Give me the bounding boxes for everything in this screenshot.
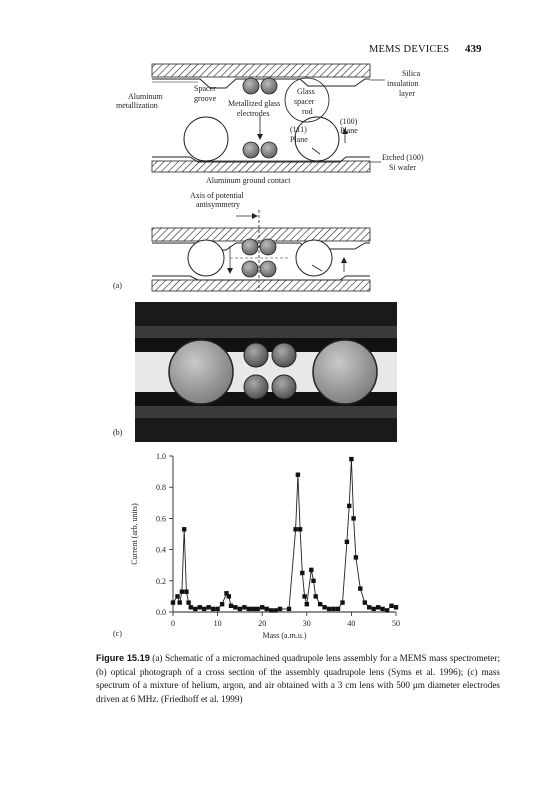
label-metallization: metallization <box>116 101 158 110</box>
label-aluminum: Aluminum <box>128 92 163 101</box>
y-tick-label: 0.0 <box>156 608 166 617</box>
data-point <box>202 607 206 611</box>
data-point <box>367 605 371 609</box>
panel-c-tag: (c) <box>113 629 122 638</box>
data-point <box>180 590 184 594</box>
data-point <box>322 605 326 609</box>
label-glass: Glass <box>297 87 315 96</box>
label-rod: rod <box>302 107 313 116</box>
label-insulation: insulation <box>387 79 419 88</box>
x-tick-label: 10 <box>213 619 222 628</box>
label-111-plane: Plane <box>290 135 308 144</box>
data-point <box>389 604 393 608</box>
data-point <box>293 527 297 531</box>
data-point <box>309 568 313 572</box>
label-metallized-glass: Metallized glass <box>228 99 281 108</box>
data-point <box>220 602 224 606</box>
data-point <box>380 607 384 611</box>
series-line <box>173 459 396 610</box>
x-tick-label: 40 <box>347 619 356 628</box>
panel-b-tag: (b) <box>113 428 123 437</box>
data-point <box>354 555 358 559</box>
x-tick-label: 0 <box>171 619 175 628</box>
label-axis: Axis of potential <box>190 191 244 200</box>
figure-caption <box>96 652 500 706</box>
x-tick-label: 50 <box>392 619 400 628</box>
data-point <box>193 607 197 611</box>
data-point <box>189 605 193 609</box>
y-tick-label: 1.0 <box>156 452 166 461</box>
lens-cross-section-bottom <box>152 210 370 292</box>
data-point <box>385 608 389 612</box>
panel-b-photograph <box>135 302 397 442</box>
y-tick-label: 0.4 <box>156 545 166 555</box>
data-point <box>327 607 331 611</box>
data-point <box>182 527 186 531</box>
x-tick-label: 20 <box>258 619 267 628</box>
panel-a-tag: (a) <box>113 281 122 290</box>
data-point <box>238 607 242 611</box>
page-number: 439 <box>465 43 482 55</box>
data-point <box>269 608 273 612</box>
data-point <box>300 571 304 575</box>
data-point <box>336 607 340 611</box>
data-point <box>376 605 380 609</box>
y-tick-label: 0.8 <box>156 483 166 493</box>
data-point <box>247 607 251 611</box>
data-point <box>305 602 309 606</box>
data-point <box>211 607 215 611</box>
panel-a-schematic <box>0 0 535 300</box>
label-100-plane: Plane <box>340 126 358 135</box>
data-point <box>229 604 233 608</box>
data-point <box>171 600 175 604</box>
data-point <box>198 605 202 609</box>
data-point <box>296 473 300 477</box>
label-antisymmetry: antisymmetry <box>196 200 240 209</box>
caption-text: (a) Schematic of a micromachined quadrupole lens assembly for a MEMS mass spectrometer; (b) optical photograph of a cross section of the assembly quadrupole lens (Syms et al. 1996); (c) mass spectrum of a mixture of helium, argon, and air obtained with a 3 cm lens with 500 μm diameter electrodes driven at 6 MHz. (Friedhoff et al. 1999) <box>96 653 500 704</box>
label-111: (111) <box>290 125 307 134</box>
data-point <box>340 600 344 604</box>
data-point <box>278 607 282 611</box>
data-point <box>215 607 219 611</box>
label-groove: groove <box>194 94 217 103</box>
data-point <box>302 594 306 598</box>
data-point <box>347 504 351 508</box>
label-electrodes: electrodes <box>237 109 270 118</box>
data-point <box>207 605 211 609</box>
data-point <box>311 579 315 583</box>
y-axis-label: Current (arb. units) <box>130 503 139 565</box>
label-si-wafer: Si wafer <box>389 163 416 172</box>
data-point <box>184 590 188 594</box>
data-point <box>242 605 246 609</box>
data-point <box>233 605 237 609</box>
label-layer: layer <box>399 89 415 98</box>
data-point <box>358 586 362 590</box>
data-point <box>175 594 179 598</box>
data-point <box>331 607 335 611</box>
label-100: (100) <box>340 117 358 126</box>
y-tick-label: 0.2 <box>156 576 166 586</box>
running-title: MEMS DEVICES <box>369 44 450 55</box>
data-point <box>273 608 277 612</box>
data-point <box>394 605 398 609</box>
data-point <box>260 605 264 609</box>
label-spacer: Spacer <box>194 84 216 93</box>
label-etched: Etched (100) <box>382 153 424 162</box>
data-point <box>227 594 231 598</box>
data-point <box>363 600 367 604</box>
data-point <box>256 607 260 611</box>
data-point <box>298 527 302 531</box>
data-point <box>287 607 291 611</box>
data-point <box>345 540 349 544</box>
data-point <box>351 516 355 520</box>
label-ground-contact: Aluminum ground contact <box>206 176 291 185</box>
caption-label: Figure 15.19 <box>96 653 150 663</box>
data-point <box>349 457 353 461</box>
data-point <box>251 607 255 611</box>
label-silica: Silica <box>402 69 421 78</box>
data-point <box>186 600 190 604</box>
y-tick-label: 0.6 <box>156 514 166 524</box>
x-tick-label: 30 <box>302 619 311 628</box>
data-point <box>372 607 376 611</box>
x-axis-label: Mass (a.m.u.) <box>262 631 307 640</box>
label-spacer-rod: spacer <box>294 97 315 106</box>
panel-c-chart <box>0 448 535 648</box>
data-point <box>314 594 318 598</box>
data-point <box>318 602 322 606</box>
data-point <box>265 607 269 611</box>
data-point <box>178 600 182 604</box>
